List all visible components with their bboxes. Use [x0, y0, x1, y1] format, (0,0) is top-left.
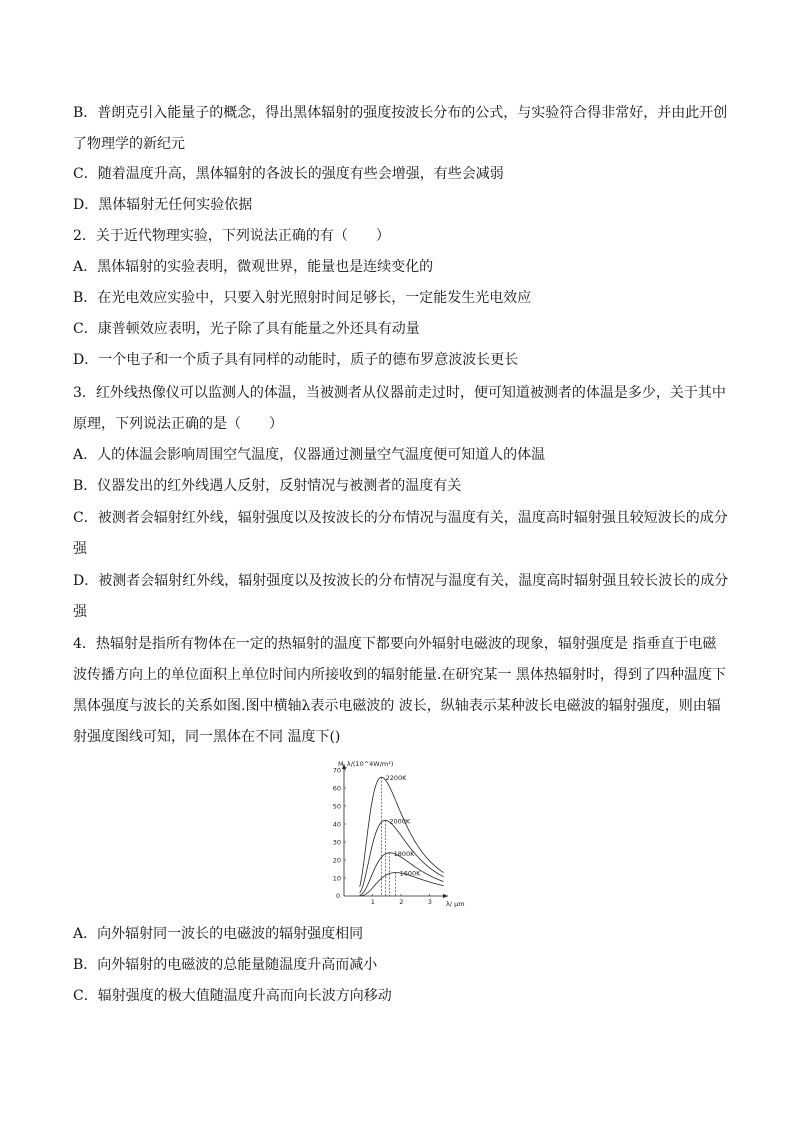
y-tick-label: 40 [332, 820, 341, 829]
q4-stem-line3: 黑体强度与波长的关系如图.图中横轴λ表示电磁波的 波长，纵轴表示某种波长电磁波的辐射强度，则由辐 [73, 698, 721, 714]
x-axis-arrow [443, 894, 448, 898]
q1-option-b-line1: B．普朗克引入能量子的概念，得出黑体辐射的强度按波长分布的公式，与实验符合得非常好，并由此开创 [73, 105, 728, 121]
curve-label-1600K: 1600K [399, 869, 421, 878]
x-tick-label: 0 [336, 892, 341, 900]
q3-option-c-line1: C．被测者会辐射红外线，辐射强度以及按波长的分布情况与温度有关，温度高时辐射强且较短波长的成分 [73, 510, 728, 526]
y-tick-label: 30 [332, 838, 341, 847]
q3-option-a: A．人的体温会影响周围空气温度，仪器通过测量空气温度便可知道人的体温 [73, 447, 546, 463]
q4-stem-line4: 射强度图线可知，同一黑体在不同 温度下() [73, 729, 341, 745]
q3-stem-line2: 原理，下列说法正确的是（ ） [73, 416, 283, 432]
q2-option-d: D．一个电子和一个质子具有同样的动能时，质子的德布罗意波波长更长 [73, 352, 519, 368]
y-tick-label: 20 [332, 856, 341, 865]
q4-stem-line2: 波传播方向上的单位面积上单位时间内所接收到的辐射能量.在研究某一 黑体热辐射时，得到了四种温度下 [73, 667, 726, 683]
x-tick-label: 3 [427, 898, 432, 906]
q2-option-a: A．黑体辐射的实验表明，微观世界，能量也是连续变化的 [73, 259, 434, 275]
chart-svg [322, 758, 472, 910]
curve-label-2200K: 2200K [385, 774, 407, 783]
q3-option-b: B．仪器发出的红外线遇人反射，反射情况与被测者的温度有关 [73, 478, 462, 494]
curve-label-2000K: 2000K [389, 817, 411, 826]
curve-label-1800K: 1800K [393, 849, 415, 858]
q2-option-b: B．在光电效应实验中，只要入射光照射时间足够长，一定能发生光电效应 [73, 290, 532, 306]
q1-option-b-line2: 了物理学的新纪元 [73, 136, 185, 152]
q4-option-c: C．辐射强度的极大值随温度升高而向长波方向移动 [73, 988, 392, 1004]
q4-stem-line1: 4．热辐射是指所有物体在一定的热辐射的温度下都要向外辐射电磁波的现象，辐射强度是 指垂直于电磁 [73, 636, 717, 652]
y-tick-label: 10 [332, 874, 341, 883]
q4-option-b: B．向外辐射的电磁波的总能量随温度升高而减小 [73, 957, 378, 973]
x-tick-label: 1 [370, 898, 375, 906]
x-axis-label: λ/ μm [446, 900, 465, 908]
blackbody-radiation-chart [322, 758, 472, 910]
q2-stem: 2．关于近代物理实验，下列说法正确的有（ ） [73, 228, 390, 244]
y-tick-label: 50 [332, 802, 341, 811]
y-tick-label: 60 [332, 784, 341, 793]
q3-option-c-line2: 强 [73, 541, 87, 557]
x-tick-label: 2 [399, 898, 404, 906]
q3-stem-line1: 3．红外线热像仪可以监测人的体温，当被测者从仪器前走过时，便可知道被测者的体温是多少，关于其中 [73, 385, 726, 401]
y-axis-label: M_λ/(10^4W/m²) [338, 760, 394, 768]
q1-option-d: D．黑体辐射无任何实验依据 [73, 197, 253, 213]
q3-option-d-line1: D．被测者会辐射红外线，辐射强度以及按波长的分布情况与温度有关，温度高时辐射强且较长波长的成分 [73, 573, 729, 589]
y-tick-label: 70 [332, 766, 341, 775]
q3-option-d-line2: 强 [73, 604, 87, 620]
q1-option-c: C．随着温度升高，黑体辐射的各波长的强度有些会增强，有些会减弱 [73, 166, 504, 182]
q2-option-c: C．康普顿效应表明，光子除了具有能量之外还具有动量 [73, 321, 420, 337]
q4-option-a: A．向外辐射同一波长的电磁波的辐射强度相同 [73, 926, 364, 942]
